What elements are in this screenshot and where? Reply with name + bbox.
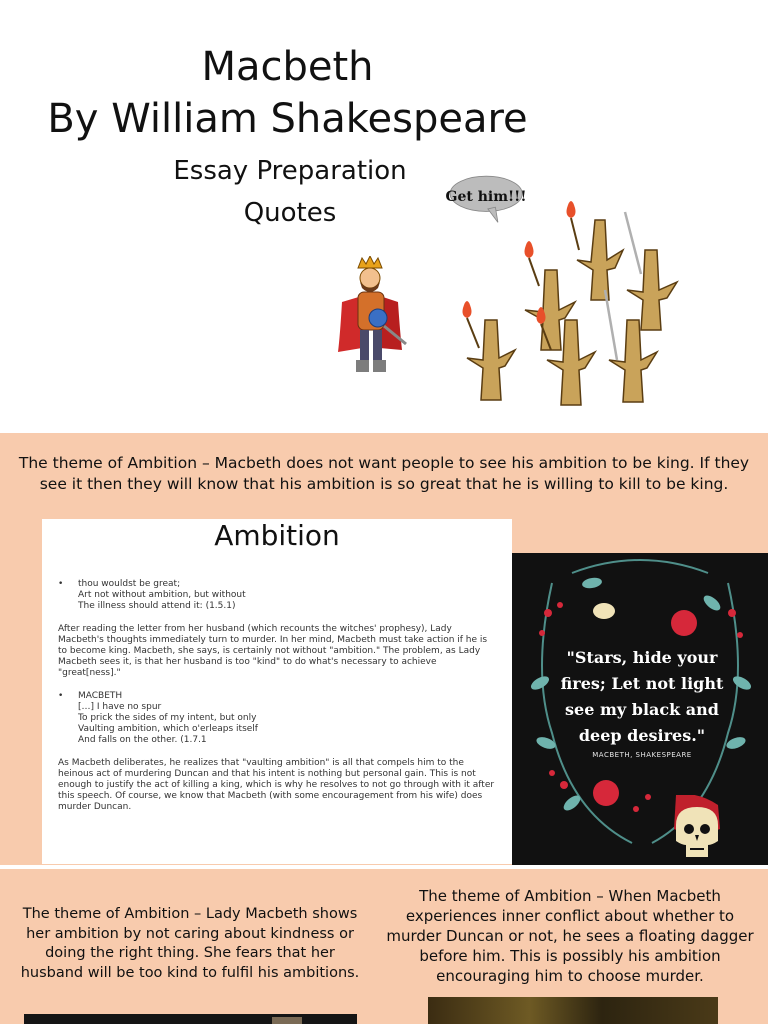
subtitle-line-2: Quotes — [243, 198, 337, 228]
ambition-slide — [0, 433, 768, 865]
quote-card-text: "Stars, hide your fires; Let not light see my black and deep desires." — [560, 648, 724, 745]
quote-1-line: Art not without ambition, but without — [78, 590, 246, 600]
commentary-2: As Macbeth deliberates, he realizes that "vaulting ambition" is all that compels him to the heinous act of murdering Duncan and that his intent is nothing but personal gain. This is not enough to justify the act of killing a king, which is why he resolves to not go through with it after this speech. Of course, we know that Macbeth (with some encouragement from his wife) does murder Duncan. — [58, 758, 495, 812]
quote-1 — [58, 579, 498, 612]
quote-2-line: […] I have no spur — [78, 702, 162, 712]
bullet-icon: • — [58, 579, 64, 589]
quote-2-line: Vaulting ambition, which o'erleaps itself — [78, 724, 258, 734]
quote-1-line: thou wouldst be great; — [78, 579, 181, 589]
quote-card-attribution: MACBETH, SHAKESPEARE — [592, 751, 692, 759]
bottom-left-image-detail — [272, 1017, 302, 1024]
document-body — [58, 579, 498, 813]
quote-1-line: The illness should attend it: (1.5.1) — [78, 601, 236, 611]
quote-2-line: MACBETH — [78, 691, 123, 701]
walking-trees-clipart-icon — [455, 190, 720, 410]
bottom-right-image — [428, 997, 718, 1024]
title-line-2: By William Shakespeare — [47, 96, 528, 142]
lady-macbeth-ambition-text: The theme of Ambition – Lady Macbeth shows her ambition by not caring about kindness or doing the right thing. She fears that her husband will be too kind to fulfil his ambitions. — [20, 906, 360, 981]
bullet-icon: • — [58, 691, 64, 701]
bottom-slide — [0, 869, 768, 1024]
title-line-1: Macbeth — [201, 44, 374, 90]
speech-bubble-text: Get him!!! — [445, 189, 527, 205]
king-clipart-icon — [332, 256, 408, 378]
quote-2 — [58, 691, 498, 746]
floating-dagger-text: The theme of Ambition – When Macbeth experiences inner conflict about whether to murder Duncan or not, he sees a floating dagger before him. This is possibly his ambition encouraging him to choose murder. — [386, 887, 754, 985]
ambition-document — [42, 519, 512, 864]
subtitle-line-1: Essay Preparation — [173, 156, 407, 186]
title-slide — [0, 0, 768, 433]
ambition-intro-text: The theme of Ambition – Macbeth does not want people to see his ambition to be king. If they see it then they will know that his ambition is so great that he is willing to kill to be king. — [18, 454, 750, 493]
quote-card — [512, 553, 768, 865]
bottom-left-image — [24, 1014, 357, 1024]
quote-2-line: To prick the sides of my intent, but only — [78, 713, 257, 723]
quote-2-line: And falls on the other. (1.7.1 — [78, 735, 207, 745]
document-heading: Ambition — [214, 519, 340, 552]
skull-icon — [662, 795, 732, 865]
commentary-1: After reading the letter from her husband (which recounts the witches' prophesy), Lady Macbeth's thoughts immediately turn to murder. In her mind, Macbeth must take action if he is to become king. Macbeth, she says, is certainly not without "ambition." The problem, as Lady Macbeth sees it, is that her husband is too "kind" to do what's necessary to achieve "great[ness]." — [58, 624, 488, 678]
